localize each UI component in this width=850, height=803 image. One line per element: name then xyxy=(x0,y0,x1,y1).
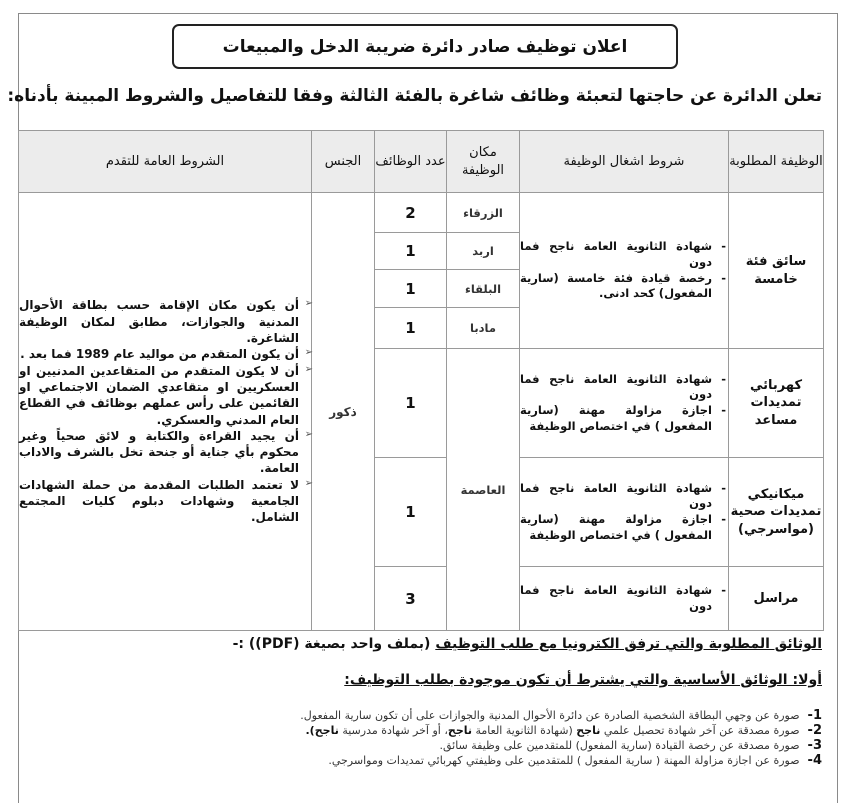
document-text-bold: ناجح xyxy=(576,724,601,737)
condition-item: - شهادة الثانوية العامة ناجح فما دون xyxy=(520,372,728,403)
document-item xyxy=(300,753,822,768)
job-count: 1 xyxy=(375,458,447,567)
general-condition-item: ➢ لا تعتمد الطلبات المقدمة من حملة الشهادات الجامعية وشهادات دبلوم كليات المجتمع الشامل. xyxy=(19,477,311,526)
job-place: مادبا xyxy=(447,308,520,349)
header-job: الوظيفة المطلوبة xyxy=(729,131,824,193)
documents-list xyxy=(300,708,822,768)
required-documents-heading-format: (بملف واحد بصيغة (PDF)) :- xyxy=(232,636,431,652)
document-text: صورة مصدقة عن آخر شهادة تحصيل علمي xyxy=(600,724,800,737)
job-count: 1 xyxy=(375,233,447,270)
document-text: (شهادة الثانوية العامة xyxy=(472,724,577,737)
document-text-bold: ناجح xyxy=(447,724,473,737)
job-count: 1 xyxy=(375,308,447,349)
document-number: 3- xyxy=(807,738,822,753)
job-place: العاصمة xyxy=(447,349,520,631)
job-count: 3 xyxy=(375,567,447,631)
general-conditions xyxy=(19,193,312,631)
condition-item: - شهادة الثانوية العامة ناجح فما دون xyxy=(520,239,728,270)
job-title: مراسل xyxy=(729,567,824,631)
document-text: صورة عن وجهي البطاقة الشخصية الصادرة عن دائرة الأحوال المدنية والجوازات على أن تكون سارية المفعول. xyxy=(300,709,800,722)
general-condition-item: ➢ أن يكون المتقدم من مواليد عام 1989 فما بعد . xyxy=(19,346,311,362)
job-conditions xyxy=(520,193,729,349)
condition-item: - اجازة مزاولة مهنة (سارية المفعول ) في اختصاص الوظيفة xyxy=(520,512,728,543)
job-title: سائق فئة خامسة xyxy=(729,193,824,349)
basic-documents-heading: أولا: الوثائق الأساسية والتي يشترط أن تكون موجودة بطلب التوظيف: xyxy=(344,672,822,688)
document-text-bold: ناجح xyxy=(314,724,339,737)
required-documents-heading-main: الوثائق المطلوبة والتي ترفق الكترونيا مع طلب التوظيف xyxy=(435,636,822,652)
document-item xyxy=(300,723,822,738)
job-conditions xyxy=(520,349,729,458)
announcement-title-box xyxy=(172,24,678,69)
document-item xyxy=(300,738,822,753)
header-place: مكان الوظيفة xyxy=(447,131,520,193)
document-text: ). xyxy=(305,724,315,737)
document-number: 4- xyxy=(807,753,822,768)
gender-cell: ذكور xyxy=(312,193,375,631)
document-text: صورة مصدقة عن رخصة القيادة (سارية المفعول) للمتقدمين على وظيفة سائق. xyxy=(439,739,800,752)
job-title: ميكانيكي تمديدات صحية (مواسرجي) xyxy=(729,458,824,567)
document-text: ، أو آخر شهادة مدرسية xyxy=(338,724,448,737)
general-condition-item: ➢ أن يكون مكان الإقامة حسب بطاقة الأحوال المدنية والجوازات، مطابق لمكان الوظيفة الشاغرة. xyxy=(19,297,311,346)
job-place: الزرقاء xyxy=(447,193,520,233)
job-count: 1 xyxy=(375,349,447,458)
job-place: البلقاء xyxy=(447,270,520,308)
required-documents-heading xyxy=(233,636,822,652)
header-gender: الجنس xyxy=(312,131,375,193)
document-number: 2- xyxy=(807,723,822,738)
condition-item: - شهادة الثانوية العامة ناجح فما دون xyxy=(520,583,728,614)
job-conditions xyxy=(520,567,729,631)
table-header-row xyxy=(19,131,824,193)
condition-item: - اجازة مزاولة مهنة (سارية المفعول ) في اختصاص الوظيفة xyxy=(520,403,728,434)
table-row xyxy=(19,193,824,233)
document-text: صورة عن اجازة مزاولة المهنة ( سارية المفعول ) للمتقدمين على وظيفتي كهربائي تمديدات ومواسرجي. xyxy=(328,754,800,767)
job-conditions xyxy=(520,458,729,567)
jobs-table xyxy=(18,130,824,631)
announcement-intro: تعلن الدائرة عن حاجتها لتعبئة وظائف شاغرة بالفئة الثالثة وفقا للتفاصيل والشروط المبينة بأدناه: xyxy=(7,86,822,106)
general-condition-item: ➢ أن يجيد القراءة والكتابة و لائق صحياً وغير محكوم بأي جناية أو جنحة تخل بالشرف والاداب العامة. xyxy=(19,428,311,477)
announcement-title: اعلان توظيف صادر دائرة ضريبة الدخل والمبيعات xyxy=(222,36,628,57)
header-general-conditions: الشروط العامة للتقدم xyxy=(19,131,312,193)
condition-item: - رخصة قيادة فئة خامسة (سارية المفعول) كحد ادنى. xyxy=(520,271,728,302)
job-count: 2 xyxy=(375,193,447,233)
general-condition-item: ➢ أن لا يكون المتقدم من المتقاعدين المدنيين او العسكريين او متقاعدي الضمان الاجتماعي او القائمين على رأس عملهم بوظائف في القطاع العام المدني والعسكري. xyxy=(19,363,311,428)
header-count: عدد الوظائف xyxy=(375,131,447,193)
condition-item: - شهادة الثانوية العامة ناجح فما دون xyxy=(520,481,728,512)
document-item xyxy=(300,708,822,723)
job-count: 1 xyxy=(375,270,447,308)
job-place: اربد xyxy=(447,233,520,270)
document-number: 1- xyxy=(807,708,822,723)
job-title: كهربائي تمديدات مساعد xyxy=(729,349,824,458)
header-conditions: شروط اشغال الوظيفة xyxy=(520,131,729,193)
